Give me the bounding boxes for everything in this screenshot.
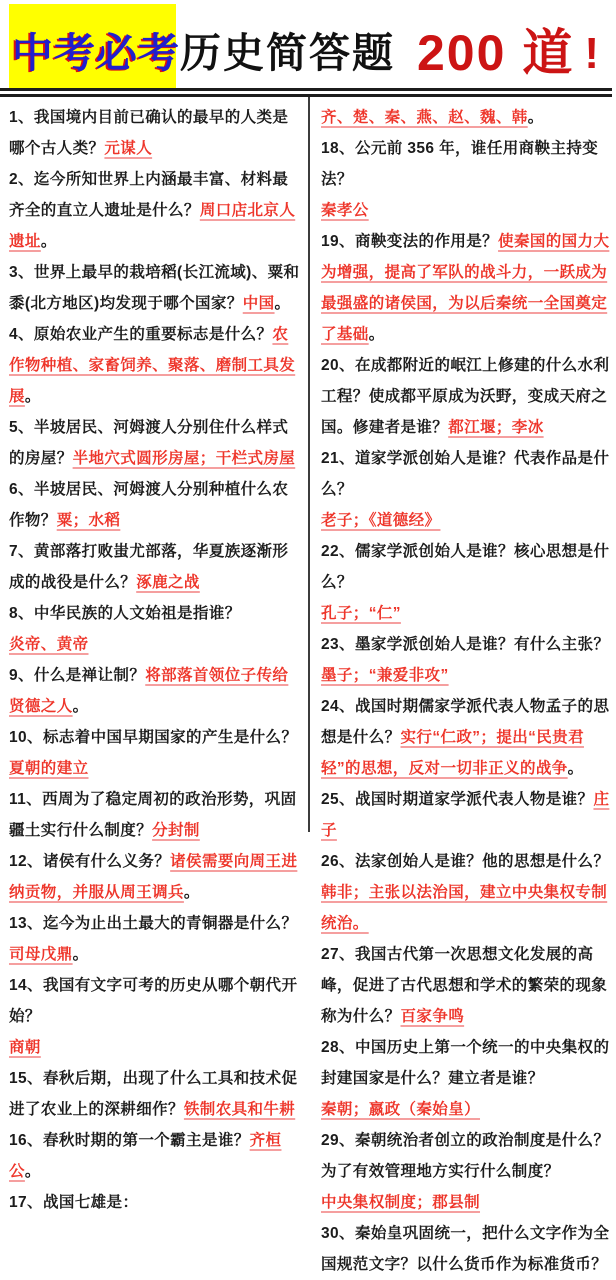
- question-text: 21、道家学派创始人是谁？代表作品是什么？: [321, 450, 610, 498]
- qa-item: [321, 691, 610, 784]
- question-text: 6、半坡居民、河姆渡人分别种植什么农作物？: [9, 481, 289, 529]
- question-text: 29、秦朝统治者创立的政治制度是什么？为了有效管理地方实行什么制度？: [321, 1132, 610, 1180]
- question-text: 7、黄部落打败蚩尤部落，华夏族逐渐形成的战役是什么？: [9, 543, 289, 591]
- question-text: 13、迄今为止出土最大的青铜器是什么？: [9, 915, 298, 932]
- answer-suffix: 。: [24, 1163, 41, 1180]
- answer-text: 中国: [242, 295, 275, 312]
- answer-suffix: 。: [274, 295, 291, 312]
- qa-item: [321, 1125, 610, 1218]
- question-text: 16、春秋时期的第一个霸主是谁？: [9, 1132, 250, 1149]
- question-text: 14、我国有文字可考的历史从哪个朝代开始？: [9, 977, 298, 1025]
- question-text: 3、世界上最早的栽培稻(长江流域)、粟和黍(北方地区)均发现于哪个国家？: [9, 264, 300, 312]
- answer-text: 涿鹿之战: [136, 574, 200, 591]
- rule-segment-red-left: [0, 88, 176, 97]
- answer-suffix: 。: [40, 233, 57, 250]
- qa-item: [9, 102, 302, 164]
- qa-item: [9, 970, 302, 1063]
- page-title-banner: [0, 0, 616, 97]
- answer-text: 夏朝的建立: [9, 760, 89, 777]
- question-text: 27、我国古代第一次思想文化发展的高峰，促进了古代思想和学术的繁荣的现象称为什么？: [321, 946, 608, 1025]
- qa-item: [9, 319, 302, 412]
- qa-item: [9, 722, 302, 784]
- question-text: 30、秦始皇巩固统一，把什么文字作为全国规范文字？以什么货币作为标准货币？: [321, 1225, 610, 1273]
- qa-item: [9, 257, 302, 319]
- answer-suffix: 。: [24, 388, 41, 405]
- question-text: 18、公元前 356 年，谁任用商鞅主持变法？: [321, 140, 599, 188]
- qa-item: [9, 784, 302, 846]
- answer-suffix: 。: [72, 698, 89, 715]
- answer-text: 实行“仁政”；提出“民贵君轻”的思想，反对一切非正义的战争: [321, 729, 584, 777]
- answer-text: 秦孝公: [321, 202, 369, 219]
- qa-item: [321, 629, 610, 691]
- answer-text: 诸侯需要向周王进纳贡物，并服从周王调兵: [9, 853, 298, 901]
- rule-segment-red-right: [392, 88, 612, 97]
- qa-item: [321, 939, 610, 1032]
- qa-item: [321, 846, 610, 939]
- question-text: 28、中国历史上第一个统一的中央集权的封建国家是什么？建立者是谁？: [321, 1039, 610, 1087]
- answer-text: 孔子；“仁”: [321, 605, 401, 622]
- answer-text: 铁制农具和牛耕: [183, 1101, 296, 1118]
- rule-segment-black: [176, 88, 392, 97]
- page-title: [12, 0, 612, 88]
- answer-text: 百家争鸣: [400, 1008, 465, 1025]
- question-text: 5、半坡居民、河姆渡人分别住什么样式的房屋？: [9, 419, 289, 467]
- answer-text: 使秦国的国力大为增强，提高了军队的战斗力，一跃成为最强盛的诸侯国，为以后秦统一全国奠定了基础: [321, 233, 610, 343]
- question-text: 22、儒家学派创始人是谁？核心思想是什么？: [321, 543, 610, 591]
- question-text: 26、法家创始人是谁？他的思想是什么？: [321, 853, 610, 870]
- title-double-rule: [0, 88, 616, 97]
- title-count-text: 200 道: [417, 25, 575, 81]
- answer-text: 分封制: [152, 822, 200, 839]
- question-text: 17、战国七雄是：: [9, 1194, 139, 1211]
- qa-item: [9, 1125, 302, 1187]
- question-text: 20、在成都附近的岷江上修建的什么水利工程？使成都平原成为沃野，变成天府之国。修建者是谁？: [321, 357, 610, 436]
- answer-text: 周口店北京人遗址: [9, 202, 296, 250]
- question-text: 24、战国时期儒家学派代表人物孟子的思想是什么？: [321, 698, 610, 746]
- qa-item: [321, 536, 610, 629]
- qa-item: [321, 102, 610, 133]
- answer-suffix: 。: [567, 760, 584, 777]
- answer-suffix: 。: [527, 109, 544, 126]
- answer-text: 韩非；主张以法治国，建立中央集权专制统治。: [321, 884, 608, 932]
- question-text: 19、商鞅变法的作用是？: [321, 233, 499, 250]
- answer-suffix: 。: [368, 326, 385, 343]
- question-text: 23、墨家学派创始人是谁？有什么主张？: [321, 636, 610, 653]
- content-columns: [0, 97, 616, 1273]
- qa-item: [321, 1218, 610, 1280]
- qa-item: [9, 412, 302, 474]
- qa-item: [321, 133, 610, 226]
- question-text: 4、原始农业产生的重要标志是什么？: [9, 326, 273, 343]
- qa-item: [321, 443, 610, 536]
- qa-item: [321, 226, 610, 350]
- answer-text: 齐、楚、秦、燕、赵、魏、韩: [321, 109, 528, 126]
- answer-text: 都江堰；李冰: [448, 419, 544, 436]
- answer-suffix: 。: [183, 884, 200, 901]
- question-text: 15、春秋后期，出现了什么工具和技术促进了农业上的深耕细作？: [9, 1070, 298, 1118]
- answer-text: 庄子: [321, 791, 610, 839]
- question-text: 8、中华民族的人文始祖是指谁？: [9, 605, 241, 622]
- answer-text: 中央集权制度；郡县制: [321, 1194, 481, 1211]
- qa-item: [9, 598, 302, 660]
- answer-text: 司母戊鼎: [9, 946, 73, 963]
- answer-text: 元谋人: [104, 140, 153, 157]
- title-highlight-text: 中考必考: [12, 30, 180, 76]
- question-text: 25、战国时期道家学派代表人物是谁？: [321, 791, 594, 808]
- answer-text: 商朝: [9, 1039, 41, 1056]
- answer-text: 农作物种植、家畜饲养、聚落、磨制工具发展: [9, 326, 296, 405]
- qa-item: [321, 784, 610, 846]
- question-text: 9、什么是禅让制？: [9, 667, 146, 684]
- qa-item: [9, 1063, 302, 1125]
- qa-item: [9, 908, 302, 970]
- qa-item: [9, 474, 302, 536]
- question-text: 11、西周为了稳定周初的政治形势，巩固疆土实行什么制度？: [9, 791, 297, 839]
- answer-text: 半地穴式圆形房屋；干栏式房屋: [72, 450, 296, 467]
- answer-suffix: 。: [72, 946, 89, 963]
- qa-item: [321, 350, 610, 443]
- answer-text: 齐桓公: [9, 1132, 282, 1180]
- qa-item: [321, 1032, 610, 1125]
- qa-item: [9, 660, 302, 722]
- qa-item: [9, 536, 302, 598]
- question-text: 1、我国境内目前已确认的最早的人类是哪个古人类？: [9, 109, 289, 157]
- question-text: 2、迄今所知世界上内涵最丰富、材料最齐全的直立人遗址是什么？: [9, 171, 289, 219]
- qa-item: [9, 846, 302, 908]
- title-main-text: 历史简答题: [180, 30, 395, 76]
- question-text: 10、标志着中国早期国家的产生是什么？: [9, 729, 298, 746]
- qa-item: [9, 1187, 302, 1218]
- answer-text: 老子；《道德经》: [321, 512, 441, 529]
- answer-text: 秦朝；嬴政（秦始皇）: [321, 1101, 481, 1118]
- left-column: [0, 97, 308, 1211]
- answer-text: 将部落首领位子传给贤德之人: [9, 667, 289, 715]
- title-exclamation: !: [584, 29, 599, 78]
- right-column: [308, 97, 616, 1273]
- answer-text: 墨子；“兼爱非攻”: [321, 667, 449, 684]
- qa-item: [9, 164, 302, 257]
- answer-text: 粟；水稻: [56, 512, 121, 529]
- answer-text: 炎帝、黄帝: [9, 636, 89, 653]
- question-text: 12、诸侯有什么义务？: [9, 853, 171, 870]
